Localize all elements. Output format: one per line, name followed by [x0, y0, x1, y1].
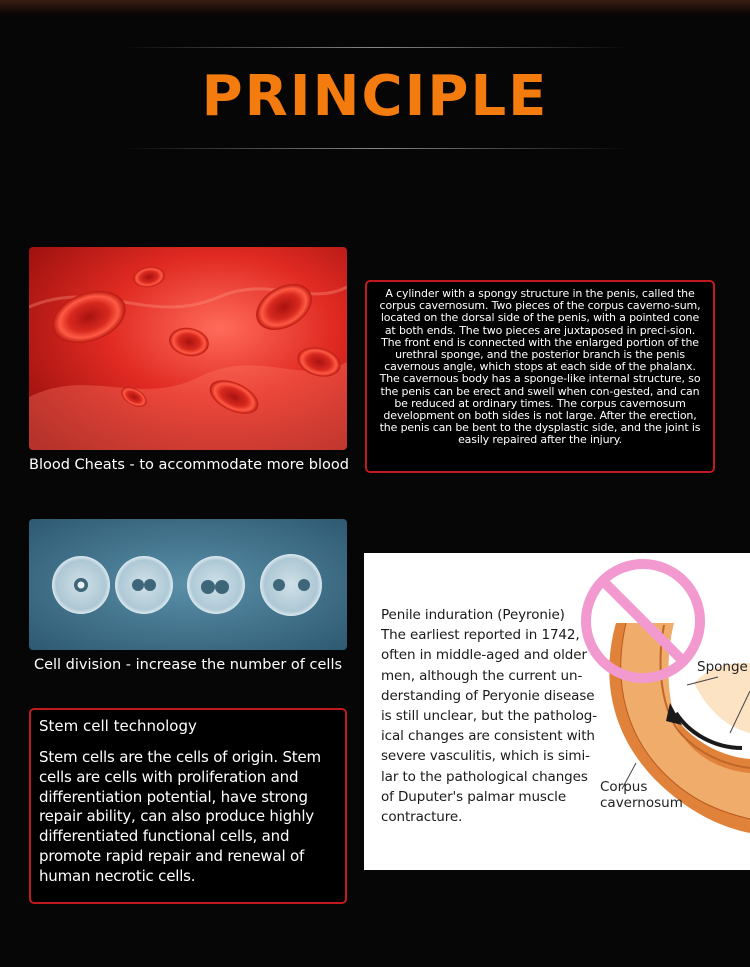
description-text: A cylinder with a spongy structure in the penis, called the corpus cavernosum. Two pieces of the corpus caverno-sum, located on the dorsal side of the penis, with a pointed cone at both ends. The two pieces are juxtaposed in preci-sion. The front end is connected with the enlarged portion of the urethral sponge, and the posterior branch is the penis cavernous angle, which stops at each side of the phalanx. The cavernous body has a sponge-like internal structure, so the penis can be erect and swell when con-gested, and can be reduced at ordinary times. The corpus cavernosum development on both sides is not large. After the erection, the penis can be bent to the dysplastic side, and the joint is easily repaired after the injury.: [379, 287, 701, 447]
stem-cell-title: Stem cell technology: [39, 717, 197, 735]
corpus-label-line1: Corpus: [600, 779, 648, 795]
peyronie-text: [381, 605, 603, 827]
blood-cells-image: [29, 247, 347, 450]
title-bottom-divider: [120, 148, 630, 149]
peyronie-title: Penile induration (Peyronie): [381, 607, 565, 623]
peyronie-panel: [364, 553, 750, 870]
cell-division-image: [29, 519, 347, 650]
blood-vessel-illustration: [29, 247, 347, 450]
corpus-cavernosum-description: [365, 280, 715, 473]
cell-caption: Cell division - increase the number of cells: [33, 657, 343, 673]
corpus-label-line2: cavernosum: [600, 795, 683, 811]
stem-cell-box: [29, 708, 347, 904]
sponge-label: Sponge: [697, 659, 748, 675]
blood-caption: Blood Cheats - to accommodate more blood: [29, 457, 349, 473]
top-banner-edge: [0, 0, 750, 14]
title-top-divider: [120, 47, 630, 48]
stem-cell-body: Stem cells are the cells of origin. Stem cells are cells with proliferation and differentiation potential, have strong repair ability, can also produce highly differentiated functional cells, and promote rapid repair and renewal of human necrotic cells.: [39, 748, 321, 885]
cell-division-illustration: [29, 519, 347, 650]
peyronie-body: The earliest reported in 1742, often in middle-aged and older men, although the current un-derstanding of Peryonie disease is still unclear, but the patholog-ical changes are consistent with severe vasculitis, which is simi-lar to the pathological changes of Duputer's palmar muscle contracture.: [381, 627, 598, 826]
page-title: PRINCIPLE: [201, 64, 549, 129]
